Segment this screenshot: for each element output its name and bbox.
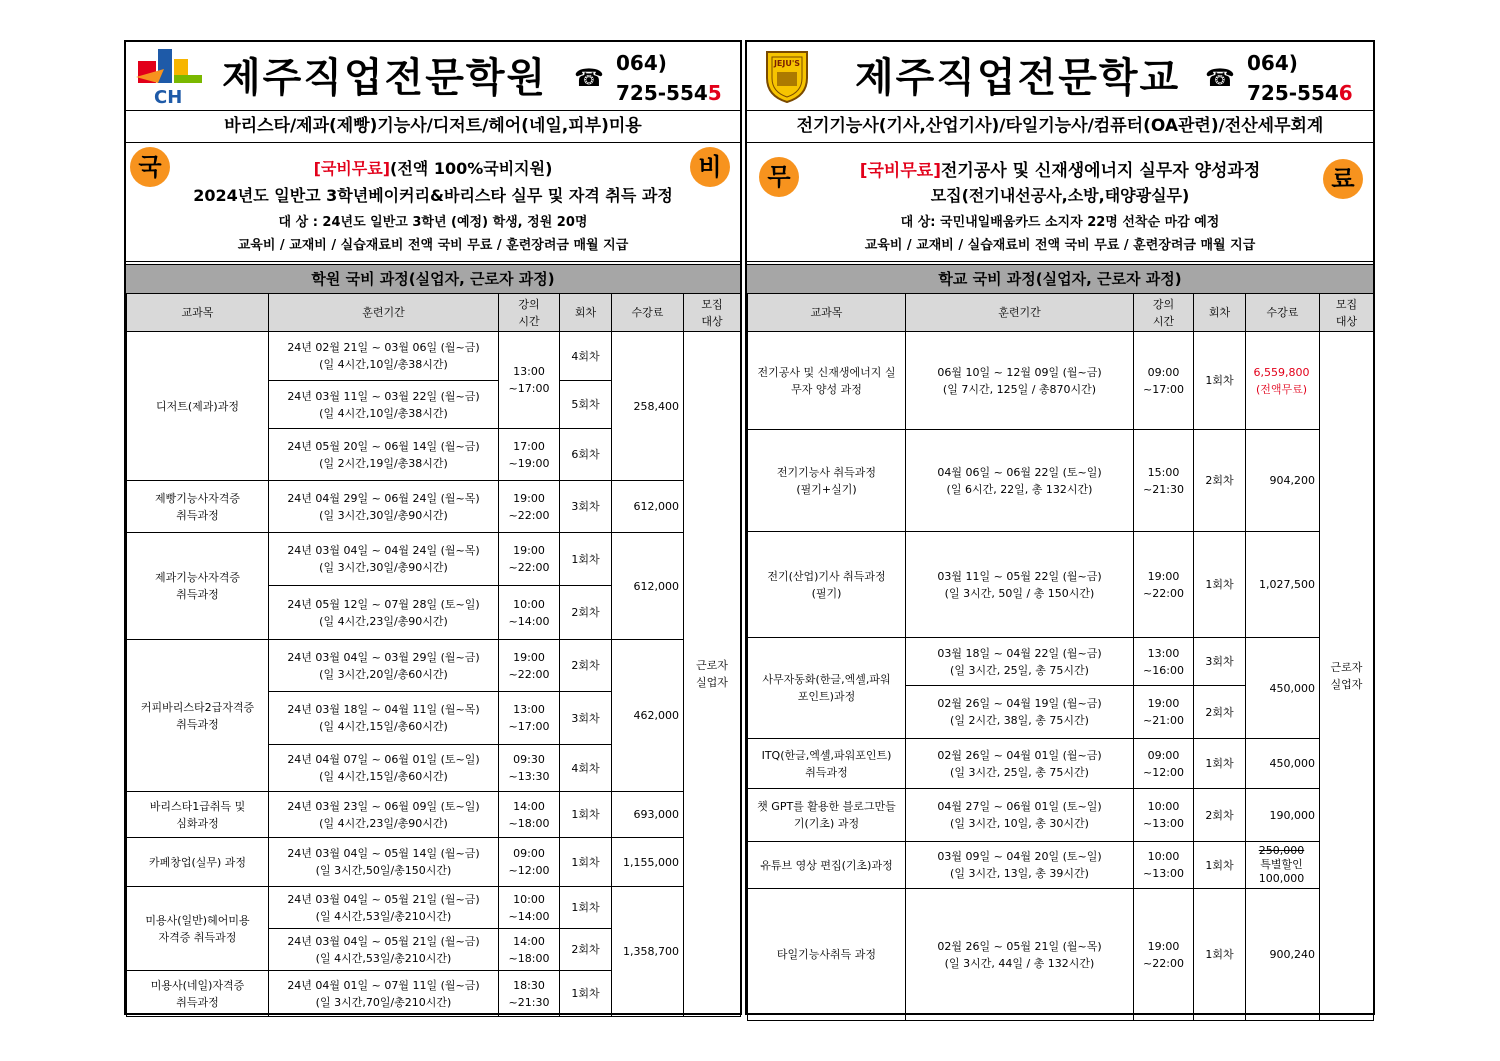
header-fee: 수강료 xyxy=(1246,294,1320,332)
training-period: 24년 04월 01일 ~ 07월 11일 (월~금) (일 3시간,70일/총210시간) xyxy=(269,971,499,1017)
circle-badge: 국 xyxy=(130,147,170,187)
round-number: 2회차 xyxy=(560,640,612,692)
tuition-fee: 612,000 xyxy=(612,481,684,533)
training-period: 24년 03월 11일 ~ 03월 22일 (월~금) (일 4시간,10일/총38시간) xyxy=(269,381,499,429)
training-period: 24년 02월 21일 ~ 03월 06일 (월~금) (일 4시간,10일/총38시간) xyxy=(269,332,499,381)
round-number: 1회차 xyxy=(1194,532,1246,638)
header-course: 교과목 xyxy=(748,294,906,332)
round-number: 1회차 xyxy=(560,971,612,1017)
table-row xyxy=(748,889,1374,1021)
round-number: 2회차 xyxy=(1194,686,1246,739)
tuition-fee: 1,155,000 xyxy=(612,838,684,887)
course-name: 전기기능사 취득과정 (필기+실기) xyxy=(748,430,906,532)
training-period: 24년 03월 04일 ~ 05월 21일 (월~금) (일 4시간,53일/총210시간) xyxy=(269,887,499,929)
lecture-time: 19:00 ~22:00 xyxy=(499,481,560,533)
lecture-time: 09:00 ~12:00 xyxy=(1134,739,1194,789)
tuition-fee: 190,000 xyxy=(1246,789,1320,842)
course-name: ITQ(한글,엑셀,파워포인트) 취득과정 xyxy=(748,739,906,789)
intro-line-2: 2024년도 일반고 3학년베이커리&바리스타 실무 및 자격 취득 과정 xyxy=(193,186,673,205)
training-period: 03월 09일 ~ 04월 20일 (토~일) (일 3시간, 13일, 총 39시간) xyxy=(906,842,1134,889)
training-period: 02월 26일 ~ 04월 19일 (월~금) (일 2시간, 38일, 총 75시간) xyxy=(906,686,1134,739)
table-row xyxy=(127,887,741,929)
tuition-fee: 1,358,700 xyxy=(612,887,684,1017)
table-row xyxy=(127,533,741,586)
course-name: 제과기능사자격증 취득과정 xyxy=(127,533,269,640)
tuition-fee: 6,559,800 (전액무료) xyxy=(1246,332,1320,430)
circle-badge: 료 xyxy=(1323,159,1363,199)
intro-line-3: 대 상: 국민내일배움카드 소지자 22명 선착순 마감 예정 xyxy=(900,215,1220,230)
table-row xyxy=(748,532,1374,638)
lecture-time: 10:00 ~13:00 xyxy=(1134,789,1194,842)
round-number: 1회차 xyxy=(1194,739,1246,789)
header-round: 회차 xyxy=(1194,294,1246,332)
lecture-time: 09:00 ~12:00 xyxy=(499,838,560,887)
discount-label: 특별할인 xyxy=(1260,858,1303,871)
academy-logo-icon xyxy=(134,47,206,105)
round-number: 3회차 xyxy=(1194,638,1246,686)
header-target: 모집 대상 xyxy=(684,294,741,332)
header-target: 모집 대상 xyxy=(1320,294,1374,332)
lecture-time: 19:00 ~22:00 xyxy=(499,533,560,586)
discount-fee: 100,000 xyxy=(1258,872,1305,885)
course-name: 바리스타1급취득 및 심화과정 xyxy=(127,792,269,838)
lecture-time: 18:30 ~21:30 xyxy=(499,971,560,1017)
lecture-time: 13:00 ~17:00 xyxy=(499,332,560,429)
table-row xyxy=(127,481,741,533)
round-number: 2회차 xyxy=(1194,430,1246,532)
round-number: 1회차 xyxy=(1194,842,1246,889)
course-table xyxy=(747,293,1374,1021)
course-name: 전기공사 및 신재생에너지 실 무자 양성 과정 xyxy=(748,332,906,430)
academy-name: 제주직업전문학원 xyxy=(222,55,548,101)
lecture-time: 14:00 ~18:00 xyxy=(499,929,560,971)
tuition-fee: 450,000 xyxy=(1246,638,1320,739)
intro-line-1: [국비무료](전액 100%국비지원) xyxy=(313,159,553,178)
section-title: 학원 국비 과정(실업자, 근로자 과정) xyxy=(126,264,740,294)
lecture-time: 17:00 ~19:00 xyxy=(499,429,560,481)
academy-panel xyxy=(124,40,742,1015)
recruit-target: 근로자 실업자 xyxy=(684,332,741,1017)
lecture-time: 10:00 ~14:00 xyxy=(499,586,560,640)
course-name: 제빵기능사자격증 취득과정 xyxy=(127,481,269,533)
school-intro xyxy=(747,143,1373,262)
circle-badge: 무 xyxy=(759,157,799,197)
training-period: 24년 05월 20일 ~ 06월 14일 (월~금) (일 2시간,19일/총38시간) xyxy=(269,429,499,481)
school-panel xyxy=(745,40,1375,1015)
lecture-time: 19:00 ~22:00 xyxy=(1134,889,1194,1021)
training-period: 02월 26일 ~ 04월 01일 (월~금) (일 3시간, 25일, 총 75시간) xyxy=(906,739,1134,789)
training-period: 24년 03월 18일 ~ 04월 11일 (월~목) (일 4시간,15일/총60시간) xyxy=(269,692,499,745)
lecture-time: 09:30 ~13:30 xyxy=(499,745,560,792)
header-round: 회차 xyxy=(560,294,612,332)
lecture-time: 09:00 ~17:00 xyxy=(1134,332,1194,430)
table-row xyxy=(748,638,1374,686)
header-fee: 수강료 xyxy=(612,294,684,332)
circle-badge: 비 xyxy=(690,147,730,187)
lecture-time: 19:00 ~22:00 xyxy=(1134,532,1194,638)
course-name: 미용사(네일)자격증 취득과정 xyxy=(127,971,269,1017)
tuition-fee xyxy=(1246,842,1320,889)
svg-text:JEJU'S: JEJU'S xyxy=(773,59,801,68)
training-period: 03월 11일 ~ 05월 22일 (월~금) (일 3시간, 50일 / 총 150시간) xyxy=(906,532,1134,638)
tuition-fee: 1,027,500 xyxy=(1246,532,1320,638)
round-number: 1회차 xyxy=(560,792,612,838)
course-name: 미용사(일반)헤어미용 자격증 취득과정 xyxy=(127,887,269,971)
round-number: 4회차 xyxy=(560,745,612,792)
training-period: 24년 03월 04일 ~ 05월 14일 (월~금) (일 3시간,50일/총150시간) xyxy=(269,838,499,887)
table-row xyxy=(748,842,1374,889)
round-number: 1회차 xyxy=(560,533,612,586)
lecture-time: 15:00 ~21:30 xyxy=(1134,430,1194,532)
school-header xyxy=(747,42,1373,111)
tuition-fee: 693,000 xyxy=(612,792,684,838)
course-name: 카페창업(실무) 과정 xyxy=(127,838,269,887)
round-number: 4회차 xyxy=(560,332,612,381)
section-title: 학교 국비 과정(실업자, 근로자 과정) xyxy=(747,264,1373,294)
round-number: 1회차 xyxy=(1194,889,1246,1021)
school-seal-icon xyxy=(763,48,811,104)
training-period: 24년 04월 29일 ~ 06월 24일 (월~목) (일 3시간,30일/총90시간) xyxy=(269,481,499,533)
round-number: 2회차 xyxy=(560,586,612,640)
table-row xyxy=(127,792,741,838)
course-name: 커피바리스타2급자격증 취득과정 xyxy=(127,640,269,792)
lecture-time: 14:00 ~18:00 xyxy=(499,792,560,838)
table-row xyxy=(127,640,741,692)
course-name: 타일기능사취득 과정 xyxy=(748,889,906,1021)
course-name: 디저트(제과)과정 xyxy=(127,332,269,481)
tuition-fee: 462,000 xyxy=(612,640,684,792)
round-number: 1회차 xyxy=(1194,332,1246,430)
phone-icon: ☎ xyxy=(1205,64,1235,92)
header-course: 교과목 xyxy=(127,294,269,332)
table-row xyxy=(748,789,1374,842)
table-row xyxy=(748,430,1374,532)
training-period: 24년 05월 12일 ~ 07월 28일 (토~일) (일 4시간,23일/총90시간) xyxy=(269,586,499,640)
lecture-time: 10:00 ~14:00 xyxy=(499,887,560,929)
tuition-fee: 612,000 xyxy=(612,533,684,640)
tuition-fee: 904,200 xyxy=(1246,430,1320,532)
training-period: 24년 03월 04일 ~ 03월 29일 (월~금) (일 3시간,20일/총60시간) xyxy=(269,640,499,692)
training-period: 24년 04월 07일 ~ 06월 01일 (토~일) (일 4시간,15일/총60시간) xyxy=(269,745,499,792)
lecture-time: 13:00 ~16:00 xyxy=(1134,638,1194,686)
round-number: 3회차 xyxy=(560,692,612,745)
academy-header xyxy=(126,42,740,111)
intro-line-4: 교육비 / 교재비 / 실습재료비 전액 국비 무료 / 훈련장려금 매월 지급 xyxy=(864,238,1256,253)
course-name: 전기(산업)기사 취득과정 (필기) xyxy=(748,532,906,638)
school-phone: 064) 725-5546 xyxy=(1247,51,1353,105)
tuition-fee: 258,400 xyxy=(612,332,684,481)
round-number: 2회차 xyxy=(560,929,612,971)
table-row xyxy=(127,838,741,887)
intro-line-1: [국비무료]전기공사 및 신재생에너지 실무자 양성과정 xyxy=(859,161,1261,181)
table-row xyxy=(748,332,1374,430)
table-row xyxy=(748,739,1374,789)
header-period: 훈련기간 xyxy=(269,294,499,332)
table-row xyxy=(127,332,741,381)
training-period: 02월 26일 ~ 05월 21일 (월~목) (일 3시간, 44일 / 총 132시간) xyxy=(906,889,1134,1021)
training-period: 03월 18일 ~ 04월 22일 (월~금) (일 3시간, 25일, 총 75시간) xyxy=(906,638,1134,686)
intro-line-3: 대 상 : 24년도 일반고 3학년 (예정) 학생, 정원 20명 xyxy=(278,215,588,230)
header-period: 훈련기간 xyxy=(906,294,1134,332)
training-period: 24년 03월 04일 ~ 04월 24일 (월~목) (일 3시간,30일/총90시간) xyxy=(269,533,499,586)
recruit-target: 근로자 실업자 xyxy=(1320,332,1374,1021)
course-name: 유튜브 영상 편집(기초)과정 xyxy=(748,842,906,889)
intro-line-2: 모집(전기내선공사,소방,태양광실무) xyxy=(930,186,1190,205)
training-period: 24년 03월 04일 ~ 05월 21일 (월~금) (일 4시간,53일/총210시간) xyxy=(269,929,499,971)
intro-line-4: 교육비 / 교재비 / 실습재료비 전액 국비 무료 / 훈련장려금 매월 지급 xyxy=(237,238,629,253)
original-fee: 250,000 xyxy=(1258,844,1305,857)
lecture-time: 19:00 ~22:00 xyxy=(499,640,560,692)
academy-subtitle: 바리스타/제과(제빵)기능사/디저트/헤어(네일,피부)미용 xyxy=(126,110,740,143)
svg-text:CH: CH xyxy=(154,87,183,105)
round-number: 5회차 xyxy=(560,381,612,429)
training-period: 24년 03월 23일 ~ 06월 09일 (토~일) (일 4시간,23일/총90시간) xyxy=(269,792,499,838)
course-table xyxy=(126,293,741,1017)
round-number: 2회차 xyxy=(1194,789,1246,842)
training-period: 04월 06일 ~ 06월 22일 (토~일) (일 6시간, 22일, 총 132시간) xyxy=(906,430,1134,532)
course-name: 챗 GPT를 활용한 블로그만들 기(기초) 과정 xyxy=(748,789,906,842)
round-number: 3회차 xyxy=(560,481,612,533)
tuition-fee: 450,000 xyxy=(1246,739,1320,789)
academy-phone: 064) 725-5545 xyxy=(616,51,722,105)
course-name: 사무자동화(한글,엑셀,파워 포인트)과정 xyxy=(748,638,906,739)
lecture-time: 13:00 ~17:00 xyxy=(499,692,560,745)
tuition-fee: 900,240 xyxy=(1246,889,1320,1021)
round-number: 6회차 xyxy=(560,429,612,481)
lecture-time: 10:00 ~13:00 xyxy=(1134,842,1194,889)
header-time: 강의 시간 xyxy=(499,294,560,332)
training-period: 06월 10일 ~ 12월 09일 (월~금) (일 7시간, 125일 / 총870시간) xyxy=(906,332,1134,430)
school-subtitle: 전기기능사(기사,산업기사)/타일기능사/컴퓨터(OA관련)/전산세무회계 xyxy=(747,110,1373,143)
round-number: 1회차 xyxy=(560,887,612,929)
school-name: 제주직업전문학교 xyxy=(855,55,1181,101)
lecture-time: 19:00 ~21:00 xyxy=(1134,686,1194,739)
phone-icon: ☎ xyxy=(574,64,604,92)
academy-intro xyxy=(126,143,740,262)
header-time: 강의 시간 xyxy=(1134,294,1194,332)
training-period: 04월 27일 ~ 06월 01일 (토~일) (일 3시간, 10일, 총 30시간) xyxy=(906,789,1134,842)
round-number: 1회차 xyxy=(560,838,612,887)
